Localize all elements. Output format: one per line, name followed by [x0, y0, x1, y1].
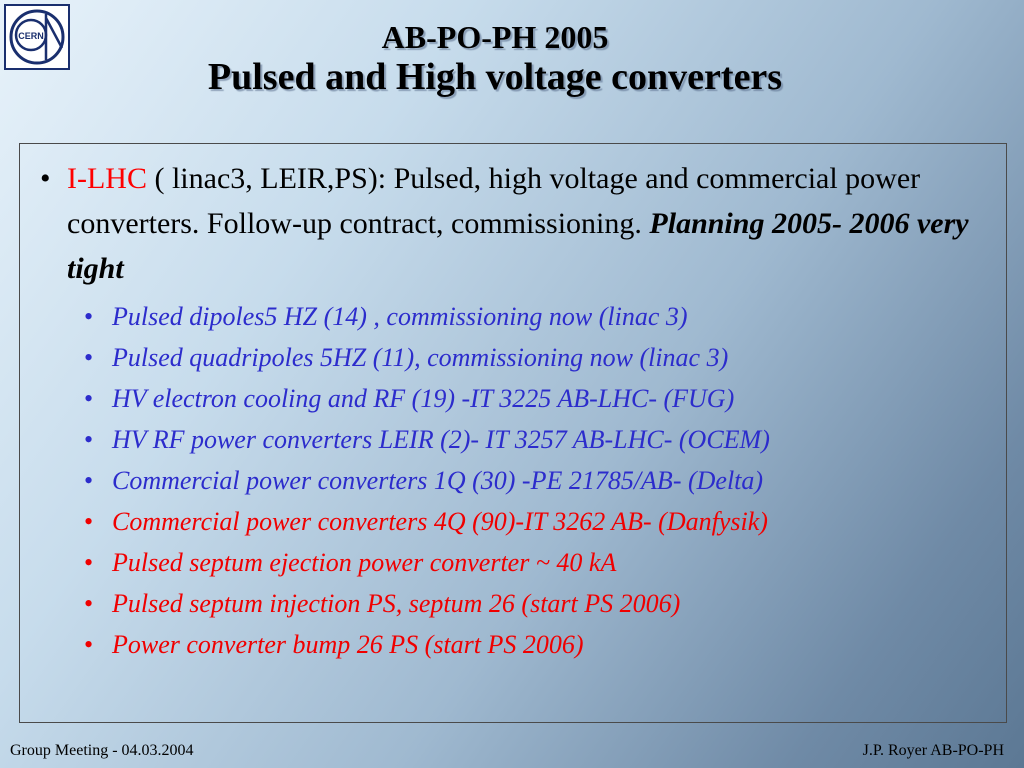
sub-bullet-item [82, 460, 992, 501]
bullet-icon: • [84, 384, 94, 413]
sub-bullet-item [82, 296, 992, 337]
sub-bullet-item [82, 337, 992, 378]
bullet-icon: • [84, 630, 94, 659]
sub-bullet-text: HV RF power converters LEIR (2)- IT 3257 AB-LHC- (OCEM) [112, 425, 770, 454]
sub-bullet-list [82, 296, 992, 665]
sub-bullet-text: Commercial power converters 1Q (30) -PE 21785/AB- (Delta) [112, 466, 764, 495]
bullet-icon: • [84, 302, 94, 331]
bullet-icon: • [84, 507, 94, 536]
sub-bullet-text: Pulsed septum ejection power converter ~ 40 kA [112, 548, 617, 577]
bullet-icon: • [84, 466, 94, 495]
main-bullet-highlight: I-LHC [67, 162, 147, 195]
bullet-icon: • [84, 548, 94, 577]
footer-right: J.P. Royer AB-PO-PH [862, 742, 1004, 759]
sub-bullet-item [82, 583, 992, 624]
sub-bullet-item [82, 624, 992, 665]
main-bullet-text: ( linac3, LEIR,PS): Pulsed, high voltage and commercial power converters. Follow-up contract, commissioning. [67, 162, 921, 240]
sub-bullet-text: HV electron cooling and RF (19) -IT 3225 AB-LHC- (FUG) [112, 384, 735, 413]
bullet-icon: • [40, 162, 51, 195]
slide-title [0, 20, 990, 98]
main-bullet [32, 156, 1017, 291]
svg-text:CERN: CERN [18, 31, 44, 41]
main-bullet-emphasis: Planning 2005- 2006 very tight [67, 207, 969, 285]
sub-bullet-item [82, 542, 992, 583]
sub-bullet-text: Pulsed dipoles5 HZ (14) , commissioning now (linac 3) [112, 302, 688, 331]
title-line-1: AB-PO-PH 2005 [381, 19, 609, 55]
sub-bullet-text: Pulsed septum injection PS, septum 26 (start PS 2006) [112, 589, 681, 618]
bullet-icon: • [84, 589, 94, 618]
content-box [19, 143, 1007, 723]
bullet-icon: • [84, 343, 94, 372]
sub-bullet-item [82, 378, 992, 419]
sub-bullet-text: Power converter bump 26 PS (start PS 2006) [112, 630, 584, 659]
bullet-icon: • [84, 425, 94, 454]
title-line-2: Pulsed and High voltage converters [207, 55, 783, 98]
sub-bullet-text: Commercial power converters 4Q (90)-IT 3262 AB- (Danfysik) [112, 507, 768, 536]
sub-bullet-item [82, 419, 992, 460]
sub-bullet-text: Pulsed quadripoles 5HZ (11), commissioning now (linac 3) [112, 343, 729, 372]
footer-left: Group Meeting - 04.03.2004 [10, 742, 194, 759]
sub-bullet-item [82, 501, 992, 542]
